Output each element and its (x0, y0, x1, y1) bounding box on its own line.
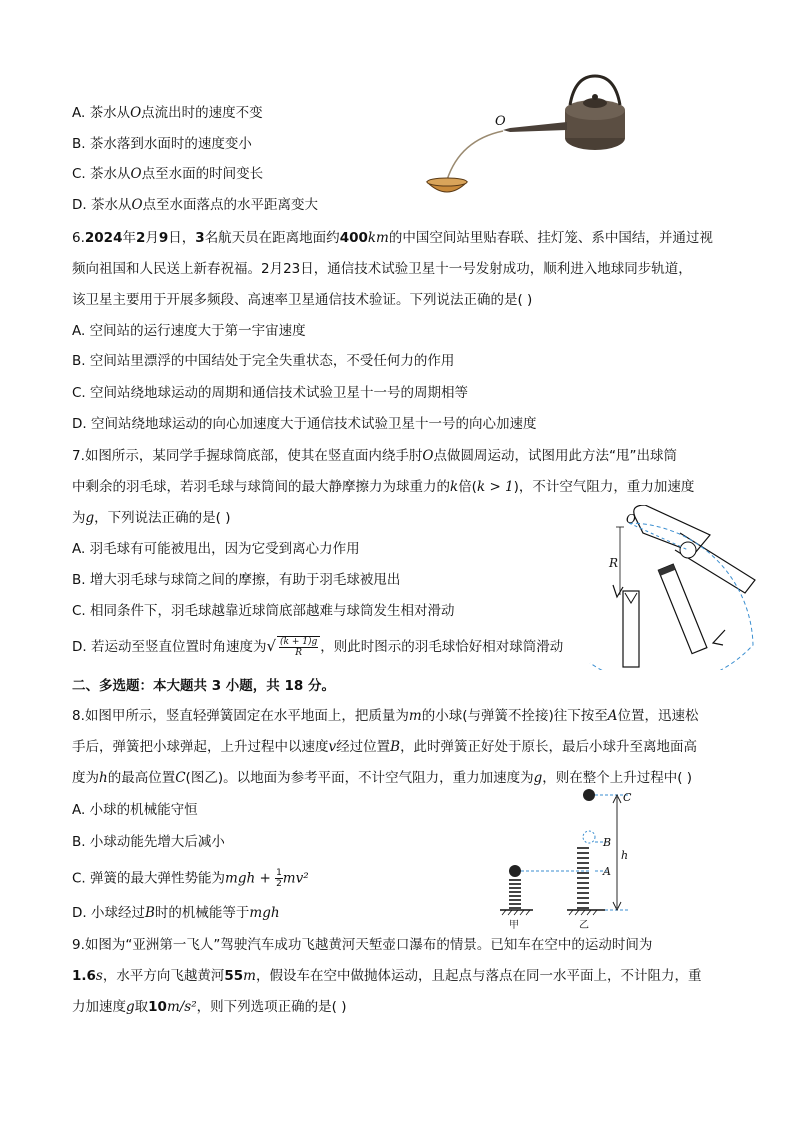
q8-option-b: B. 小球动能先增大后减小 (72, 834, 225, 850)
q7-option-d: D. 若运动至竖直位置时角速度为√ $\frac{(k + 1)g}{R}$ ，则此时图示的羽毛球恰好相对球筒滑动 (72, 637, 564, 658)
spring-label-yi: 乙 (579, 920, 589, 930)
q5-option-a: A. 茶水从O点流出时的速度不变 (72, 105, 263, 121)
q9-line1: 9.如图为“亚洲第一飞人”驾驶汽车成功飞越黄河天堑壶口瀑布的情景。已知车在空中的运动时间为 (72, 937, 653, 953)
q8-line3: 度为h的最高位置C(图乙)。以地面为参考平面，不计空气阻力，重力加速度为g，则在整个上升过程中( ) (72, 770, 693, 786)
q7-line3: 为g，下列说法正确的是( ) (72, 510, 231, 526)
q8-option-c: C. 弹簧的最大弹性势能为mgh + $\frac{1}{2}$ mv² (72, 868, 309, 889)
q5-option-b: B. 茶水落到水面时的速度变小 (72, 136, 252, 152)
q7-option-b: B. 增大羽毛球与球筒之间的摩擦，有助于羽毛球被甩出 (72, 572, 401, 588)
q8-option-a: A. 小球的机械能守恒 (72, 802, 198, 818)
spring-label-h: h (621, 849, 629, 862)
q6-option-b: B. 空间站里漂浮的中国结处于完全失重状态，不受任何力的作用 (72, 353, 455, 369)
spring-label-c: C (623, 791, 632, 804)
q7-option-a: A. 羽毛球有可能被甩出，因为它受到离心力作用 (72, 541, 360, 557)
spring-label-jia: 甲 (509, 920, 519, 930)
q9-line2: 1.6s，水平方向飞越黄河55m，假设车在空中做抛体运动，且起点与落点在同一水平面上，不计阻力，重 (72, 968, 702, 984)
tube-figure (585, 505, 785, 670)
q7-option-c: C. 相同条件下，羽毛球越靠近球筒底部越难与球筒发生相对滑动 (72, 603, 455, 619)
q8-line2: 手后，弹簧把小球弹起，上升过程中以速度v经过位置B，此时弹簧正好处于原长，最后小球升至离地面高 (72, 739, 698, 755)
q9-line3: 力加速度g取10m/s²，则下列选项正确的是( ) (72, 999, 347, 1015)
q6-option-d: D. 空间站绕地球运动的向心加速度大于通信技术试验卫星十一号的向心加速度 (72, 416, 537, 432)
spring-label-a: A (603, 865, 611, 878)
q5-option-d: D. 茶水从O点至水面落点的水平距离变大 (72, 197, 319, 213)
q5-option-c: C. 茶水从O点至水面的时间变长 (72, 166, 264, 182)
q8-line1: 8.如图甲所示，竖直轻弹簧固定在水平地面上，把质量为m的小球(与弹簧不拴接)往下按至A位置，迅速松 (72, 708, 699, 724)
q7-line2: 中剩余的羽毛球，若羽毛球与球筒间的最大静摩擦力为球重力的k倍(k > 1)，不计空气阻力，重力加速度 (72, 479, 695, 495)
spring-label-b: B (603, 836, 612, 849)
q8-option-d: D. 小球经过B时的机械能等于mgh (72, 905, 280, 921)
spring-figure (495, 785, 645, 930)
q6-line3: 该卫星主要用于开展多频段、高速率卫星通信技术验证。下列说法正确的是( ) (72, 292, 533, 308)
q6-option-a: A. 空间站的运行速度大于第一宇宙速度 (72, 323, 306, 339)
tube-label-r: R (609, 556, 619, 570)
q7-line1: 7.如图所示，某同学手握球筒底部，使其在竖直面内绕手肘O点做圆周运动，试图用此方法“甩”出球筒 (72, 448, 677, 464)
q6-line1: 6.2024年2月9日，3名航天员在距离地面约400km的中国空间站里贴春联、挂灯笼、系中国结，并通过视 (72, 230, 713, 246)
q6-line2: 频向祖国和人民送上新春祝福。2月23日，通信技术试验卫星十一号发射成功，顺利进入地球同步轨道， (72, 261, 692, 277)
tube-label-o: O (626, 512, 636, 526)
teapot-label-o: O (495, 114, 506, 129)
teapot-figure (415, 70, 640, 205)
section2-heading: 二、多选题：本大题共 3 小题，共 18 分。 (72, 678, 335, 694)
q6-option-c: C. 空间站绕地球运动的周期和通信技术试验卫星十一号的周期相等 (72, 385, 469, 401)
